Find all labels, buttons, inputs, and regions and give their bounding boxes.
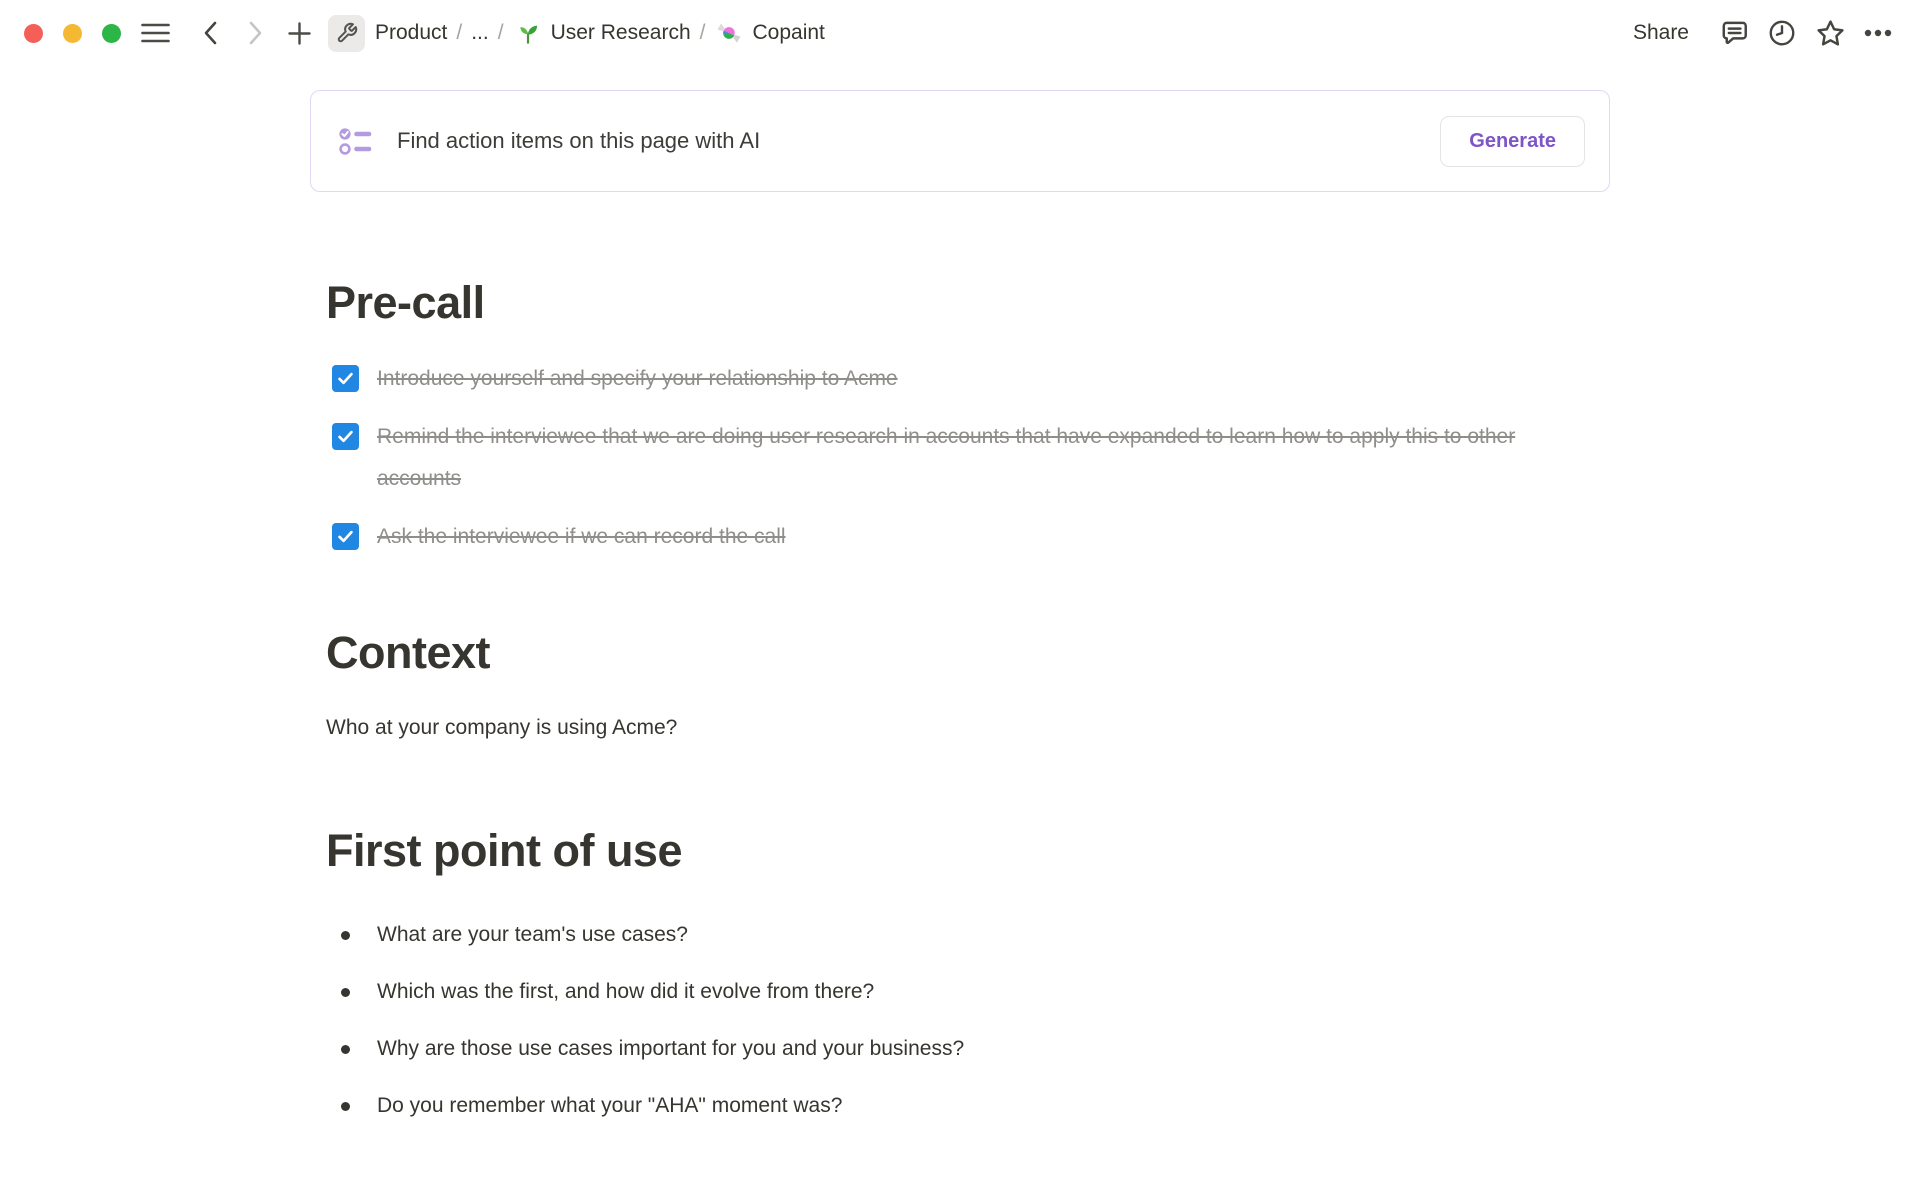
check-icon [336, 427, 355, 446]
bullet-icon [332, 1028, 359, 1054]
list-item [326, 914, 1594, 956]
todo-item-text: Remind the interviewee that we are doing user research in accounts that have expanded to learn how to apply this to other accounts [377, 425, 1516, 490]
todo-item [326, 358, 1594, 400]
wrench-icon [336, 22, 358, 44]
checkbox-checked[interactable] [332, 365, 359, 392]
candy-icon [714, 18, 744, 48]
breadcrumb-item-user-research[interactable]: User Research [550, 21, 691, 44]
generate-button[interactable]: Generate [1440, 116, 1585, 167]
heading-first-point-of-use: First point of use [326, 825, 682, 876]
share-button[interactable]: Share [1625, 17, 1697, 49]
todo-item-text: Introduce yourself and specify your relationship to Acme [377, 367, 898, 390]
window-controls [24, 24, 121, 43]
checklist-icon [338, 125, 374, 158]
breadcrumb-item-copaint[interactable]: Copaint [752, 21, 825, 44]
more-options-button[interactable] [1861, 16, 1895, 50]
product-page-chip [328, 15, 365, 52]
plus-icon [287, 21, 312, 46]
sidebar-toggle-button[interactable] [138, 16, 172, 50]
list-item-text: What are your team's use cases? [377, 923, 688, 946]
todo-item-text: Ask the interviewee if we can record the call [377, 525, 786, 548]
list-item [326, 1085, 1594, 1127]
list-item [326, 1028, 1594, 1070]
context-paragraph: Who at your company is using Acme? [326, 716, 678, 739]
list-item-text: Why are those use cases important for you and your business? [377, 1037, 965, 1060]
breadcrumb-separator: / [497, 21, 504, 44]
clock-icon [1767, 18, 1797, 48]
close-window-button[interactable] [24, 24, 43, 43]
list-item [326, 971, 1594, 1013]
zoom-window-button[interactable] [102, 24, 121, 43]
chevron-right-icon [244, 20, 266, 46]
breadcrumb-item-collapsed[interactable]: ... [471, 21, 489, 44]
bulleted-list [326, 914, 1594, 1127]
star-icon [1815, 18, 1846, 49]
updates-button[interactable] [1765, 16, 1799, 50]
window-toolbar [0, 0, 1920, 66]
breadcrumb-separator: / [699, 21, 706, 44]
heading-context: Context [326, 627, 490, 678]
sprout-icon [513, 18, 543, 48]
breadcrumb-separator: / [456, 21, 463, 44]
comment-icon [1719, 18, 1750, 49]
hamburger-icon [141, 21, 170, 45]
checkbox-checked[interactable] [332, 423, 359, 450]
todo-item [326, 516, 1594, 558]
todo-list [326, 358, 1594, 558]
check-icon [336, 527, 355, 546]
breadcrumb-item-product[interactable]: Product [375, 21, 448, 44]
forward-button[interactable] [238, 16, 272, 50]
ai-banner-prompt: Find action items on this page with AI [397, 128, 761, 153]
back-button[interactable] [194, 16, 228, 50]
todo-item [326, 416, 1594, 500]
check-icon [336, 369, 355, 388]
bullet-icon [332, 971, 359, 997]
page-content [326, 90, 1594, 1127]
bullet-icon [332, 1085, 359, 1111]
breadcrumb [328, 15, 825, 52]
list-item-text: Which was the first, and how did it evolve from there? [377, 980, 875, 1003]
topbar-actions [1625, 16, 1895, 50]
heading-pre-call: Pre-call [326, 277, 485, 328]
minimize-window-button[interactable] [63, 24, 82, 43]
ellipsis-icon [1862, 17, 1894, 49]
bullet-icon [332, 914, 359, 940]
ai-action-items-banner [310, 90, 1610, 192]
list-item-text: Do you remember what your "AHA" moment was? [377, 1094, 843, 1117]
new-tab-button[interactable] [282, 16, 316, 50]
comments-button[interactable] [1717, 16, 1751, 50]
chevron-left-icon [200, 20, 222, 46]
favorite-button[interactable] [1813, 16, 1847, 50]
checkbox-checked[interactable] [332, 523, 359, 550]
